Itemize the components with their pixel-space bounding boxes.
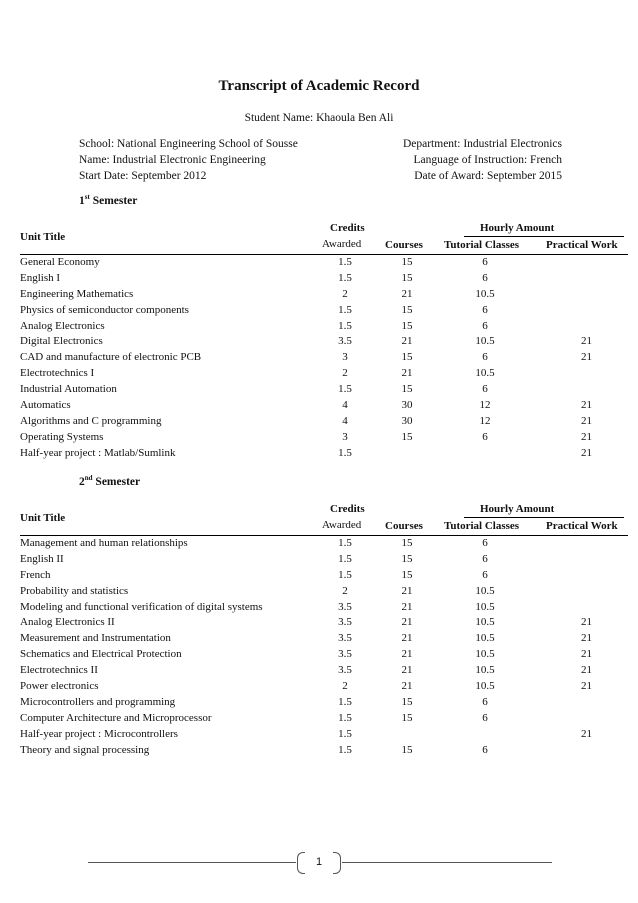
practical-cell: 21 [581, 727, 592, 740]
semester-1-table [20, 222, 628, 462]
credits-cell: 1.5 [338, 303, 352, 316]
table-row [20, 743, 628, 759]
credits-cell: 1.5 [338, 271, 352, 284]
table-row [20, 679, 628, 695]
courses-cell: 21 [401, 335, 413, 348]
table-row [20, 414, 628, 430]
courses-cell: 21 [401, 664, 413, 677]
table-row [20, 600, 628, 616]
info-right [403, 136, 562, 184]
courses-cell: 30 [401, 399, 413, 412]
table-row [20, 663, 628, 679]
program-name-line: Name: Industrial Electronic Engineering [79, 154, 266, 166]
credits-cell: 2 [342, 287, 348, 300]
unit-title-cell: Modeling and functional verification of digital systems [20, 600, 263, 613]
unit-title-cell: Computer Architecture and Microprocessor [20, 711, 212, 724]
table-row [20, 430, 628, 446]
tutorial-cell: 6 [482, 552, 488, 565]
col-courses: Courses [385, 239, 423, 251]
credits-cell: 1.5 [338, 711, 352, 724]
col-tutorial: Tutorial Classes [444, 239, 520, 251]
unit-title-cell: General Economy [20, 256, 100, 268]
table-row [20, 727, 628, 743]
courses-cell: 21 [401, 367, 413, 380]
tutorial-cell: 6 [482, 743, 488, 756]
courses-cell: 15 [401, 319, 413, 332]
semester-1-heading: 1st Semester [79, 193, 138, 207]
unit-title-cell: Industrial Automation [20, 383, 117, 396]
col-practical: Practical Work [546, 239, 618, 251]
tutorial-cell: 10.5 [475, 367, 495, 380]
table-row [20, 303, 628, 319]
col-awarded: Awarded [322, 519, 362, 531]
practical-cell: 21 [581, 399, 592, 412]
table-header [20, 222, 628, 255]
col-credits: Credits [330, 503, 365, 515]
tutorial-cell: 10.5 [475, 680, 495, 693]
tutorial-cell: 6 [482, 695, 488, 708]
col-hourly-amount: Hourly Amount [480, 503, 555, 515]
courses-cell: 21 [401, 632, 413, 645]
col-practical: Practical Work [546, 520, 618, 532]
tutorial-cell: 10.5 [475, 335, 495, 348]
practical-cell: 21 [581, 446, 592, 459]
tutorial-cell: 6 [482, 351, 488, 364]
table-row [20, 382, 628, 398]
tutorial-cell: 6 [482, 430, 488, 443]
info-left [79, 136, 298, 184]
credits-cell: 1.5 [338, 446, 352, 459]
table-row [20, 568, 628, 584]
language-line: Language of Instruction: French [413, 154, 562, 166]
unit-title-cell: Management and human relationships [20, 537, 188, 549]
unit-title-cell: Electrotechnics II [20, 664, 98, 677]
courses-cell: 15 [401, 303, 413, 316]
table-row [20, 711, 628, 727]
col-unit-title: Unit Title [20, 231, 66, 243]
tutorial-cell: 10.5 [475, 584, 495, 597]
col-hourly-amount: Hourly Amount [480, 222, 555, 234]
table-row [20, 287, 628, 303]
courses-cell: 21 [401, 616, 413, 629]
credits-cell: 2 [342, 367, 348, 380]
table-row [20, 366, 628, 382]
unit-title-cell: Half-year project : Microcontrollers [20, 727, 178, 740]
credits-cell: 3.5 [338, 664, 352, 677]
school-line: School: National Engineering School of Sousse [79, 138, 298, 150]
credits-cell: 1.5 [338, 743, 352, 756]
courses-cell: 15 [401, 711, 413, 724]
practical-cell: 21 [581, 351, 592, 364]
department-line: Department: Industrial Electronics [402, 138, 562, 150]
table-row [20, 536, 628, 552]
courses-cell: 15 [401, 568, 413, 581]
page-number-box [297, 852, 341, 874]
tutorial-cell: 6 [482, 383, 488, 396]
hourly-divider [464, 236, 624, 237]
credits-cell: 4 [342, 414, 348, 427]
table-row [20, 584, 628, 600]
table-row [20, 334, 628, 350]
unit-title-cell: Engineering Mathematics [20, 287, 134, 300]
credits-cell: 1.5 [338, 568, 352, 581]
unit-title-cell: Measurement and Instrumentation [20, 632, 171, 645]
col-tutorial: Tutorial Classes [444, 520, 520, 532]
credits-cell: 3 [342, 430, 348, 443]
tutorial-cell: 10.5 [475, 616, 495, 629]
col-courses: Courses [385, 520, 423, 532]
credits-cell: 1.5 [338, 695, 352, 708]
col-credits: Credits [330, 222, 365, 234]
credits-cell: 1.5 [338, 727, 352, 740]
practical-cell: 21 [581, 648, 592, 661]
practical-cell: 21 [581, 414, 592, 427]
tutorial-cell: 6 [482, 256, 488, 268]
page-number: 1 [315, 856, 323, 868]
practical-cell: 21 [581, 664, 592, 677]
courses-cell: 15 [401, 743, 413, 756]
courses-cell: 30 [401, 414, 413, 427]
unit-title-cell: Automatics [20, 399, 71, 412]
courses-cell: 15 [401, 271, 413, 284]
tutorial-cell: 6 [482, 711, 488, 724]
table-row [20, 446, 628, 462]
table-row [20, 552, 628, 568]
courses-cell: 21 [401, 680, 413, 693]
courses-cell: 21 [401, 287, 413, 300]
unit-title-cell: Microcontrollers and programming [20, 695, 176, 708]
courses-cell: 21 [401, 648, 413, 661]
unit-title-cell: Analog Electronics II [20, 616, 115, 629]
credits-cell: 3.5 [338, 335, 352, 348]
courses-cell: 21 [401, 600, 413, 613]
unit-title-cell: Half-year project : Matlab/Sumlink [20, 446, 176, 459]
credits-cell: 2 [342, 584, 348, 597]
table-row [20, 631, 628, 647]
unit-title-cell: Power electronics [20, 680, 99, 693]
tutorial-cell: 6 [482, 537, 488, 549]
credits-cell: 3 [342, 351, 348, 364]
unit-title-cell: Physics of semiconductor components [20, 303, 189, 316]
practical-cell: 21 [581, 632, 592, 645]
unit-title-cell: French [20, 568, 51, 581]
credits-cell: 1.5 [338, 383, 352, 396]
tutorial-cell: 12 [479, 399, 491, 412]
courses-cell: 15 [401, 256, 413, 268]
table-row [20, 695, 628, 711]
table-row [20, 255, 628, 271]
credits-cell: 1.5 [338, 256, 352, 268]
credits-cell: 4 [342, 399, 348, 412]
semester-2-rows [20, 536, 628, 758]
unit-title-cell: Probability and statistics [20, 584, 129, 597]
credits-cell: 3.5 [338, 616, 352, 629]
tutorial-cell: 10.5 [475, 632, 495, 645]
col-unit-title: Unit Title [20, 512, 66, 524]
courses-cell: 15 [401, 537, 413, 549]
credits-cell: 2 [342, 680, 348, 693]
unit-title-cell: Electrotechnics I [20, 367, 95, 380]
tutorial-cell: 10.5 [475, 664, 495, 677]
hourly-divider [464, 517, 624, 518]
semester-1-rows [20, 255, 628, 462]
start-date-line: Start Date: September 2012 [79, 170, 207, 182]
unit-title-cell: Analog Electronics [20, 319, 105, 332]
courses-cell: 15 [401, 430, 413, 443]
tutorial-cell: 6 [482, 303, 488, 316]
unit-title-cell: Schematics and Electrical Protection [20, 648, 182, 661]
practical-cell: 21 [581, 680, 592, 693]
footer-line-left [88, 862, 296, 863]
tutorial-cell: 12 [479, 414, 491, 427]
table-header [20, 503, 628, 536]
semester-2-table [20, 503, 628, 758]
credits-cell: 1.5 [338, 537, 352, 549]
credits-cell: 3.5 [338, 632, 352, 645]
col-awarded: Awarded [322, 238, 362, 250]
table-row [20, 647, 628, 663]
footer-line-right [342, 862, 552, 863]
unit-title-cell: Algorithms and C programming [20, 414, 162, 427]
unit-title-cell: Digital Electronics [20, 335, 103, 348]
tutorial-cell: 10.5 [475, 600, 495, 613]
award-date-line: Date of Award: September 2015 [414, 170, 562, 182]
tutorial-cell: 6 [482, 568, 488, 581]
tutorial-cell: 10.5 [475, 287, 495, 300]
practical-cell: 21 [581, 335, 592, 348]
table-row [20, 398, 628, 414]
courses-cell: 15 [401, 383, 413, 396]
table-row [20, 319, 628, 335]
practical-cell: 21 [581, 616, 592, 629]
student-name: Student Name: Khaoula Ben Ali [244, 112, 394, 124]
table-row [20, 615, 628, 631]
unit-title-cell: CAD and manufacture of electronic PCB [20, 351, 202, 364]
tutorial-cell: 6 [482, 319, 488, 332]
credits-cell: 3.5 [338, 600, 352, 613]
table-row [20, 350, 628, 366]
courses-cell: 15 [401, 351, 413, 364]
practical-cell: 21 [581, 430, 592, 443]
document-title: Transcript of Academic Record [218, 78, 420, 94]
courses-cell: 15 [401, 552, 413, 565]
unit-title-cell: Operating Systems [20, 430, 104, 443]
unit-title-cell: English I [20, 271, 61, 284]
credits-cell: 1.5 [338, 319, 352, 332]
unit-title-cell: English II [20, 552, 64, 565]
credits-cell: 1.5 [338, 552, 352, 565]
credits-cell: 3.5 [338, 648, 352, 661]
tutorial-cell: 10.5 [475, 648, 495, 661]
semester-2-heading: 2nd Semester [79, 474, 141, 488]
courses-cell: 21 [401, 584, 413, 597]
courses-cell: 15 [401, 695, 413, 708]
tutorial-cell: 6 [482, 271, 488, 284]
unit-title-cell: Theory and signal processing [20, 743, 150, 756]
table-row [20, 271, 628, 287]
